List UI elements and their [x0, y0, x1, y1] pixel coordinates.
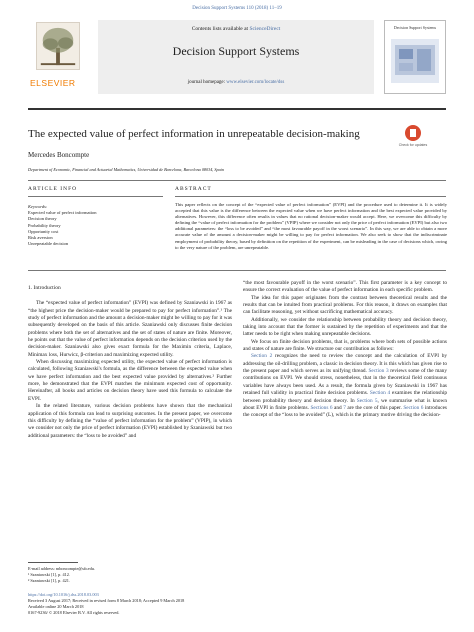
section-link[interactable]: Section 4 [369, 390, 391, 397]
footnotes [28, 566, 232, 584]
paragraph: When discussing maximizing expected utility, the expected value of perfect information is calculated, following Szaniawski's formula, as the difference between the expected value when we have perfect information and the best expected value provided by alternatives.² Further more, he demonstrated that the EVPI matches the minimum expected cost of opportunity. Hereinafter, all books and articles on decision theory have used this formula to calculate the EVPI. [28, 359, 232, 402]
body-column-right [243, 280, 447, 420]
paragraph-text: examines the relationship between probability theory and decision theory. In [243, 390, 447, 404]
keyword-item: Decision theory [28, 216, 57, 222]
paragraph-text: reviews some of the many contributions on EVPI. We should stress, nonetheless, that in the theoretical field continuous variables have always been used. As a result, the formula given by Szaniawski in 1967 has retained full validity in practical finite decision problems. [243, 368, 447, 397]
journal-banner [98, 20, 374, 94]
copyright-line: 0167-9236/ © 2018 Elsevier B.V. All rights reserved. [28, 610, 120, 615]
paragraph [243, 353, 447, 419]
keyword-item: Probability theory [28, 222, 61, 228]
publisher-name: ELSEVIER [30, 78, 76, 88]
abstract-bottom-rule [28, 270, 446, 271]
section-link[interactable]: Sections 6 [310, 404, 333, 411]
keyword-item: Risk aversion [28, 235, 53, 241]
elsevier-logo[interactable] [28, 20, 88, 90]
contents-prefix: Contents lists available at [191, 26, 250, 32]
abstract-text: This paper reflects on the concept of the “expected value of perfect information” (EVPI) and the procedure used to determine it. It is widely accepted that this value is the difference between the expected value when we have perfect information and the best expected value provided by alternatives. However, this difference often results in values that no rational decision-maker would accept. Here, we overcome this difficulty by defining the “value of perfect information for the problem” (VPIP) where we consider not only the price of perfect information (EVPI) but also two additional parameters: the “loss to be avoided” and “the most favourable payoff in the worst scenario”. In this way, we are able to obtain a more accurate value of the amount a decision-maker might be willing to pay for perfect information. We also seek to show that the indiscriminate employment of probability theory, based by definition on the repetition of the experiment, can be misleading in the case of decisions which, owing to the very nature of the problem, are unrepeatable. [175, 202, 447, 250]
paragraph-text: , we summarise what is known about EVPI in finite problems. [243, 397, 447, 411]
section-link[interactable]: Section 3 [368, 368, 389, 375]
author-name: Mercedes Boncompte [28, 151, 90, 159]
section-link[interactable]: 7 [343, 404, 346, 411]
paragraph: “the most favourable payoff in the worst scenario”. This first parameter is a key concept to ensure the correct evaluation of the value of perfect information in each specific problem. [243, 280, 447, 294]
header-rule [28, 108, 446, 110]
tree-icon [36, 22, 80, 70]
article-metadata [28, 592, 448, 616]
received-dates: Received 3 August 2017; Received in revised form 8 March 2018; Accepted 9 March 2018 [28, 598, 185, 603]
article-info-heading: ARTICLE INFO [28, 186, 78, 192]
footnote-1: ¹ Szaniawski [1], p. 412. [28, 572, 70, 577]
footnote-rule [28, 562, 78, 563]
paragraph: We focus on finite decision problems, that is, problems where both sets of possible actions and states of nature are finite. We structure our contribution as follows: [243, 338, 447, 353]
info-rule [28, 196, 163, 197]
journal-reference[interactable]: Decision Support Systems 110 (2018) 11–19 [192, 6, 282, 11]
body-column-left [28, 283, 232, 440]
section-heading: 1. Introduction [28, 285, 61, 291]
keyword-item: Unrepeatable decision [28, 241, 69, 247]
author-affiliation: Department of Economic, Financial and Actuarial Mathematics, Universidad de Barcelona, Barcelona 08034, Spain [28, 167, 224, 172]
paragraph-text: are the core of this paper. [345, 404, 404, 411]
footnote-2: ² Szaniawski [1], p. 421. [28, 578, 70, 583]
crossmark-icon[interactable] [405, 125, 421, 141]
paragraph-text: introduces the concept of the “loss to be avoided” (L), which is the primary motive driving the decision- [243, 404, 447, 419]
cover-title: Decision Support Systems [393, 25, 437, 30]
keywords-label: Keywords: [28, 204, 48, 209]
keywords-block [28, 204, 138, 247]
crossmark-label[interactable]: Check for updates [398, 143, 428, 147]
doi-link[interactable]: https://doi.org/10.1016/j.dss.2018.03.003 [28, 592, 99, 597]
homepage-prefix: journal homepage: [187, 80, 227, 85]
homepage-link[interactable]: www.elsevier.com/locate/dss [226, 80, 285, 85]
cover-graphic-icon [391, 39, 439, 83]
contents-line [98, 26, 374, 32]
paragraph-text: recognizes the need to review the concept and the calculation of EVPI by addressing the oil-drilling problem, a classic in decision theory. It is this which has given rise to the present paper and which serves as its unifying thread. [243, 353, 447, 375]
section-link[interactable]: Section 5 [356, 397, 378, 404]
journal-header [28, 20, 446, 100]
abstract-heading: ABSTRACT [175, 186, 212, 192]
paper-title: The expected value of perfect information in unrepeatable decision-making [28, 128, 360, 140]
keyword-item: Opportunity cost [28, 228, 59, 234]
paragraph: The “expected value of perfect information” (EVPI) was defined by Szaniawski in 1967 as “the highest price the decision-maker would be prepared to pay for perfect information”.¹ The study of perfect information and the amount a decision-maker might be willing to pay for it was subsequently developed on the basis of this article. Szaniawski only discusses finite decision problems where both the set of alternatives and the set of states of nature are finite. Moreover, he points out that the value of perfect information depends on the decision criterion used by the decision-maker. Szaniawski also gives exact formula for the Maximin criteria, Laplace, Minimax loss, Hurwicz, β-criterion and maximizing expected utility. [28, 300, 232, 358]
section-link[interactable]: Section 6 [403, 404, 424, 411]
email-footnote[interactable]: E-mail address: mboncompte@ub.edu. [28, 566, 95, 571]
sciencedirect-link[interactable]: ScienceDirect [249, 26, 281, 32]
paragraph: The idea for this paper originates from the contrast between theoretical results and the results that can be intuited from practical problems. For this reason, it draws on examples that can facilitate reasoning, yet without sacrificing mathematical accuracy. [243, 294, 447, 316]
paragraph: Additionally, we consider the relationship between probability theory and decision theory, taking into account that the former is sustained by the repetition of experiments and that the latter needs to be right when making unrepeatable decisions. [243, 316, 447, 338]
abstract-rule [175, 196, 446, 197]
journal-title: Decision Support Systems [172, 44, 300, 58]
section-link[interactable]: Section 2 [251, 353, 273, 360]
paragraph-text: and [332, 404, 344, 411]
affiliation-rule [28, 180, 446, 181]
online-date: Available online 20 March 2018 [28, 604, 84, 609]
journal-cover [384, 20, 446, 94]
paragraph: In the related literature, various decision problems have shown that the mechanical application of this formula can lead to surprising outcomes. In the present paper, we overcome this difficulty by defining the “value of perfect information for the problem” (VPIP), in which we consider not only the price of perfect information (EVPI) established by Szaniawski but two additional parameters: the “loss to be avoided” and [28, 403, 232, 439]
homepage-line [98, 80, 374, 85]
keyword-item: Expected value of perfect information [28, 210, 97, 216]
